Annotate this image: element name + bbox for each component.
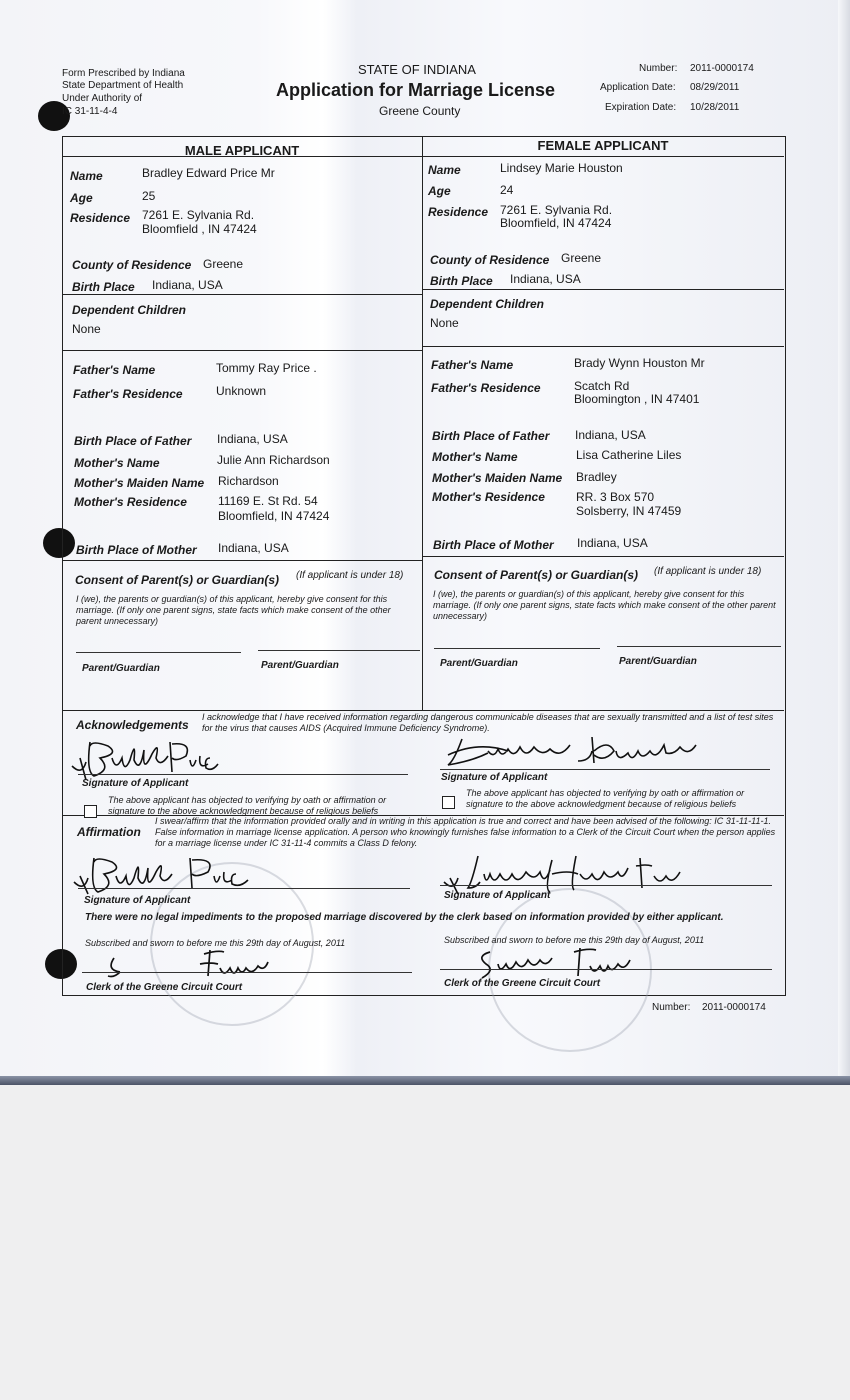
- male-clerk-label: Clerk of the Greene Circuit Court: [86, 982, 243, 993]
- number-label: Number:: [639, 63, 678, 74]
- affirm-title: Affirmation: [77, 825, 141, 839]
- dependent-line-female: [422, 289, 784, 290]
- male-affirm-sig-line: [78, 888, 410, 889]
- female-county-value: Greene: [561, 251, 602, 265]
- female-guardian-line-2: [617, 646, 781, 647]
- female-father-name-value: Brady Wynn Houston Mr: [574, 356, 705, 370]
- female-guardian-label-2: Parent/Guardian: [619, 656, 697, 667]
- male-mother-maiden-value: Richardson: [218, 474, 279, 488]
- female-objection-text: The above applicant has objected to verifying by oath or affirmation or signature to the above acknowledgment because of religious beliefs: [466, 788, 745, 809]
- male-residence-line-1: 7261 E. Sylvania Rd.: [142, 208, 255, 222]
- male-residence-line-2: Bloomfield , IN 47424: [142, 222, 257, 236]
- female-birth-place-value: Indiana, USA: [510, 272, 581, 286]
- male-objection-checkbox[interactable]: [84, 805, 97, 818]
- footer-number-value: 2011-0000174: [702, 1002, 766, 1013]
- female-consent-note: (If applicant is under 18): [654, 566, 762, 577]
- applicant-divider: [422, 136, 423, 710]
- female-residence-line-2: Bloomfield, IN 47424: [500, 216, 612, 230]
- female-affirm-sig-line: [440, 885, 772, 886]
- male-dependent-value: None: [72, 322, 101, 336]
- female-residence-label: Residence: [428, 205, 489, 219]
- county-heading: Greene County: [379, 104, 461, 118]
- female-objection-checkbox[interactable]: [442, 796, 455, 809]
- female-mother-res-label: Mother's Residence: [432, 490, 545, 504]
- female-consent-title: Consent of Parent(s) or Guardian(s): [434, 568, 639, 582]
- page-title: Application for Marriage License: [276, 80, 556, 100]
- male-birth-place-label: Birth Place: [72, 280, 135, 294]
- male-dependent-label: Dependent Children: [72, 303, 187, 317]
- female-guardian-line-1: [434, 648, 600, 649]
- female-father-res-label: Father's Residence: [431, 381, 541, 395]
- female-sworn-text: Subscribed and sworn to before me this 29th day of August, 2011: [444, 935, 705, 945]
- male-consent-text: I (we), the parents or guardian(s) of this applicant, hereby give consent for this marriage. (If only one parent signs, state facts which make consent of the other parent unnecessary): [76, 594, 391, 626]
- male-ack-sig-line: [78, 774, 408, 775]
- female-clerk-label: Clerk of the Greene Circuit Court: [444, 978, 601, 989]
- female-birth-place-label: Birth Place: [430, 274, 493, 288]
- prescribed-line-1: Form Prescribed by Indiana: [62, 68, 185, 79]
- male-clerk-line: [82, 972, 412, 973]
- male-mother-name-value: Julie Ann Richardson: [217, 453, 330, 467]
- male-consent-note: (If applicant is under 18): [296, 570, 404, 581]
- female-county-label: County of Residence: [430, 253, 550, 267]
- female-name-value: Lindsey Marie Houston: [500, 161, 623, 175]
- male-ack-sig-label: Signature of Applicant: [82, 778, 189, 789]
- female-ack-sig-line: [440, 769, 770, 770]
- female-mother-res-line-2: Solsberry, IN 47459: [576, 504, 682, 518]
- female-guardian-label-1: Parent/Guardian: [440, 658, 518, 669]
- male-residence-label: Residence: [70, 211, 131, 225]
- state-heading: STATE OF INDIANA: [358, 62, 476, 77]
- female-applicant-header: FEMALE APPLICANT: [537, 138, 669, 153]
- male-sworn-text: Subscribed and sworn to before me this 29th day of August, 2011: [85, 938, 346, 948]
- female-father-res-line-2: Bloomington , IN 47401: [574, 392, 700, 406]
- ack-top-line: [62, 710, 784, 711]
- female-dependent-value: None: [430, 316, 459, 330]
- male-applicant-header: MALE APPLICANT: [184, 143, 300, 158]
- male-county-label: County of Residence: [72, 258, 192, 272]
- female-birth-mother-label: Birth Place of Mother: [433, 538, 554, 552]
- female-dependent-label: Dependent Children: [430, 297, 545, 311]
- female-mother-maiden-label: Mother's Maiden Name: [432, 471, 563, 485]
- male-birth-mother-value: Indiana, USA: [218, 541, 289, 555]
- male-name-value: Bradley Edward Price Mr: [142, 166, 275, 180]
- male-objection-text: The above applicant has objected to verifying by oath or affirmation or signature to the above acknowledgment because of religious beliefs: [108, 795, 387, 816]
- number-value: 2011-0000174: [690, 63, 754, 74]
- prescribed-line-2: State Department of Health: [62, 80, 184, 91]
- female-mother-name-value: Lisa Catherine Liles: [576, 448, 682, 462]
- male-birth-father-value: Indiana, USA: [217, 432, 288, 446]
- application-date-value: 08/29/2011: [690, 82, 740, 93]
- male-father-name-value: Tommy Ray Price .: [216, 361, 317, 375]
- male-age-value: 25: [142, 189, 156, 203]
- male-mother-res-line-1: 11169 E. St Rd. 54: [218, 494, 318, 508]
- application-date-label: Application Date:: [600, 82, 676, 93]
- male-county-value: Greene: [203, 257, 244, 271]
- female-father-res-line-1: Scatch Rd: [574, 379, 630, 393]
- male-affirm-sig-label: Signature of Applicant: [84, 895, 191, 906]
- female-ack-sig-label: Signature of Applicant: [441, 772, 548, 783]
- male-mother-res-label: Mother's Residence: [74, 495, 187, 509]
- female-age-label: Age: [428, 184, 451, 198]
- female-mother-name-label: Mother's Name: [432, 450, 518, 464]
- expiration-date-label: Expiration Date:: [605, 102, 677, 113]
- male-mother-maiden-label: Mother's Maiden Name: [74, 476, 205, 490]
- impediments-statement: There were no legal impediments to the proposed marriage discovered by the clerk based on information provided by either applicant.: [85, 912, 724, 923]
- expiration-date-value: 10/28/2011: [690, 102, 740, 113]
- female-birth-mother-value: Indiana, USA: [577, 536, 648, 550]
- male-age-label: Age: [70, 191, 93, 205]
- page-edge-shadow: [838, 0, 850, 1085]
- male-father-res-label: Father's Residence: [73, 387, 183, 401]
- female-consent-text: I (we), the parents or guardian(s) of this applicant, hereby give consent for this marriage. (If only one parent signs, state facts which make consent of the other parent unnecessary): [433, 589, 776, 621]
- female-affirm-sig-label: Signature of Applicant: [444, 890, 551, 901]
- dependent-line-male: [62, 294, 422, 295]
- female-mother-res-line-1: RR. 3 Box 570: [576, 490, 655, 504]
- ack-title: Acknowledgements: [76, 718, 189, 732]
- consent-line-female: [422, 556, 784, 557]
- male-guardian-line-1: [76, 652, 241, 653]
- male-father-res-value: Unknown: [216, 384, 267, 398]
- prescribed-line-3: Under Authority of: [62, 93, 143, 104]
- male-mother-name-label: Mother's Name: [74, 456, 160, 470]
- male-name-label: Name: [70, 169, 103, 183]
- parents-line-male: [62, 350, 422, 351]
- consent-line-male: [62, 560, 422, 561]
- male-guardian-label-2: Parent/Guardian: [261, 660, 339, 671]
- female-mother-maiden-value: Bradley: [576, 470, 617, 484]
- affirm-text: I swear/affirm that the information provided orally and in writing in this application is true and correct and have been advised of the following: IC 31-11-11-1. False information in marriage license application. A person who knowingly furnishes false information to a Clerk of the Circuit Court when the person applies for a marriage license under IC 31-11-4 commits a Class D felony.: [155, 816, 776, 848]
- male-father-name-label: Father's Name: [73, 363, 156, 377]
- male-birth-place-value: Indiana, USA: [152, 278, 223, 292]
- female-residence-line-1: 7261 E. Sylvania Rd.: [500, 203, 613, 217]
- male-guardian-label-1: Parent/Guardian: [82, 663, 160, 674]
- male-guardian-line-2: [258, 650, 420, 651]
- male-birth-father-label: Birth Place of Father: [74, 434, 192, 448]
- ack-text: I acknowledge that I have received information regarding dangerous communicable diseases that are sexually transmitted and a list of test sites for the virus that causes AIDS (Acquired Immune Deficiency Syndrome).: [202, 712, 774, 733]
- male-birth-mother-label: Birth Place of Mother: [76, 543, 197, 557]
- prescribed-line-4: IC 31-11-4-4: [62, 106, 118, 117]
- female-birth-father-value: Indiana, USA: [575, 428, 646, 442]
- female-birth-father-label: Birth Place of Father: [432, 429, 550, 443]
- female-father-name-label: Father's Name: [431, 358, 514, 372]
- parents-line-female: [422, 346, 784, 347]
- female-name-label: Name: [428, 163, 461, 177]
- footer-number-label: Number:: [652, 1002, 691, 1013]
- female-clerk-line: [440, 969, 772, 970]
- page-bottom-edge: [0, 1076, 850, 1085]
- female-age-value: 24: [500, 183, 514, 197]
- male-mother-res-line-2: Bloomfield, IN 47424: [218, 509, 330, 523]
- male-consent-title: Consent of Parent(s) or Guardian(s): [75, 573, 280, 587]
